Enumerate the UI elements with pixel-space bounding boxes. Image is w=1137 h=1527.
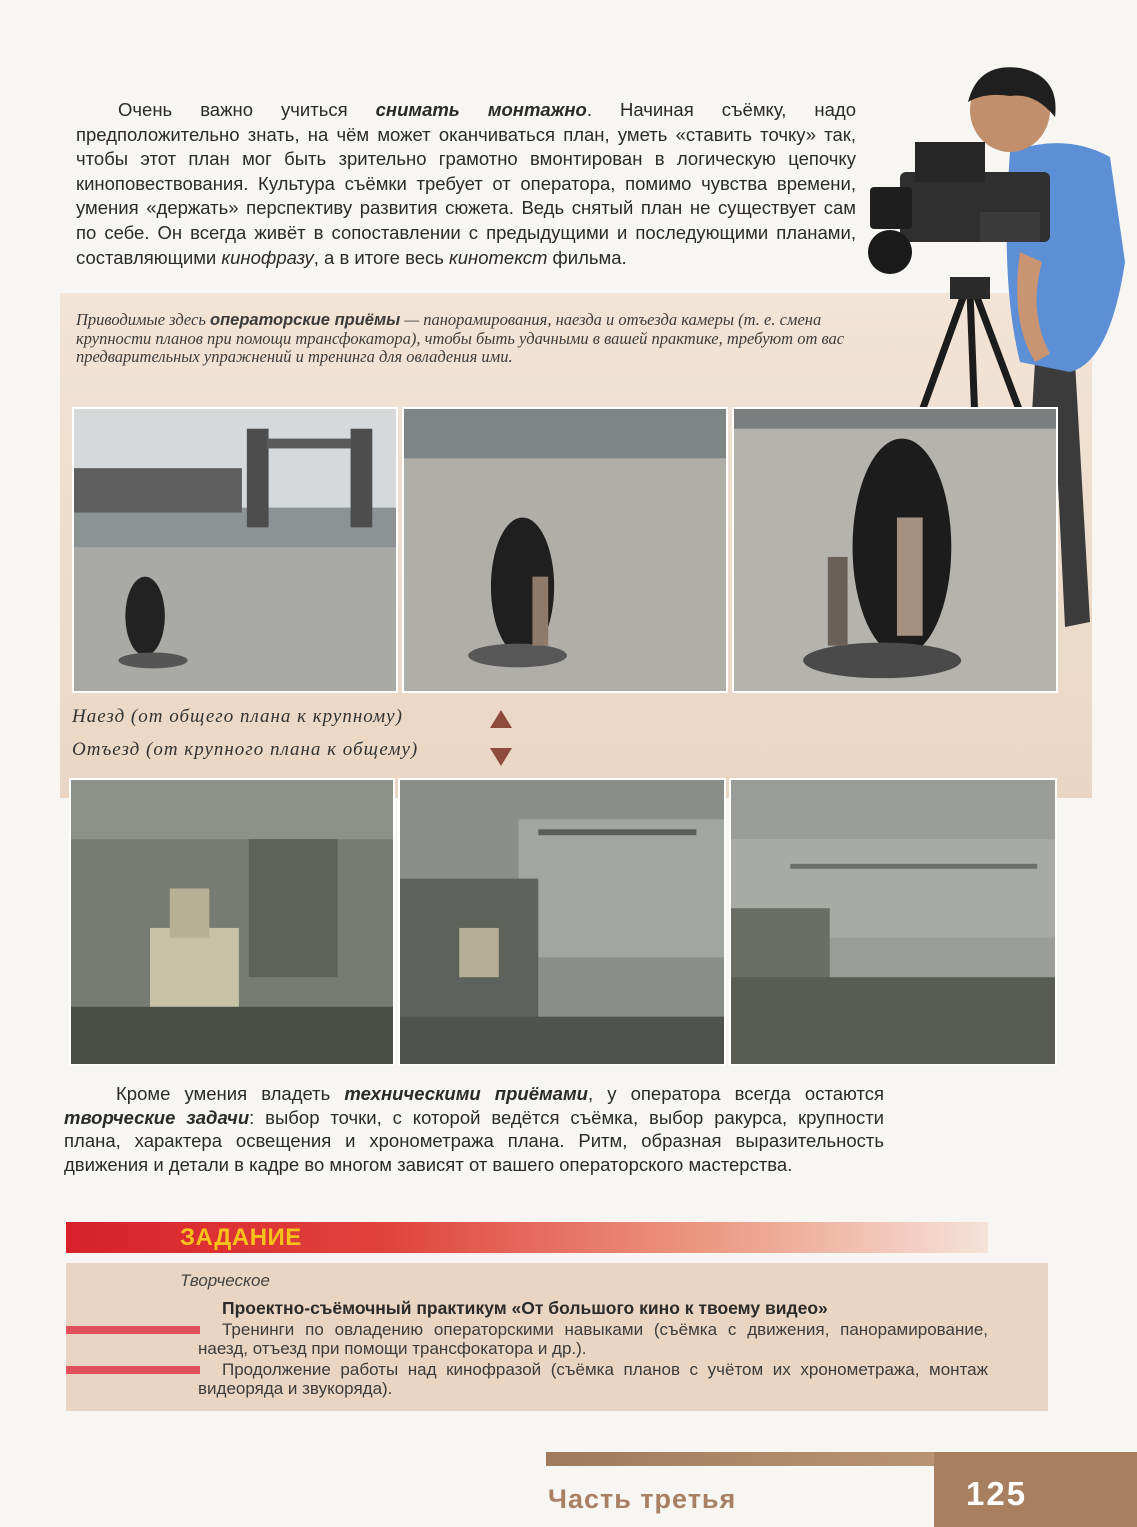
para2-text: , у оператора всегда остаются: [587, 1083, 885, 1104]
task-item-2: Продолжение работы над кинофразой (съёмка планов с учётом их хронометража, монтаж видеоряда и звукоряда).: [198, 1360, 988, 1398]
task-item-1: Тренинги по овладению операторскими навыками (съёмка с движения, панорамирование, наезд, отъезд при помощи трансфокатора и др.).: [198, 1320, 988, 1358]
band-note-text: Приводимые здесь: [76, 310, 210, 329]
para2-emphasis: техническими приёмами: [344, 1083, 588, 1104]
photo-zoom-3: [732, 407, 1058, 693]
intro-term-kinofraza: кинофразу: [221, 246, 314, 268]
page-number: 125: [966, 1475, 1028, 1512]
photo-zoomout-2: [398, 778, 726, 1066]
footer-rule: [546, 1452, 936, 1466]
task-item-marker: [66, 1366, 200, 1374]
page-number-box: [934, 1452, 1137, 1527]
intro-emphasis: снимать монтажно: [375, 99, 587, 120]
intro-paragraph: [76, 98, 856, 270]
triangle-down-icon: [490, 748, 512, 766]
task-item-marker: [66, 1326, 200, 1334]
band-note: [76, 311, 886, 367]
triangle-up-icon: [490, 710, 512, 728]
caption-zoom-in: Наезд (от общего плана к крупному): [72, 706, 403, 727]
photo-zoom-1: [72, 407, 398, 693]
photo-zoom-2: [402, 407, 728, 693]
task-heading: Проектно-съёмочный практикум «От большого кино к твоему видео»: [222, 1298, 828, 1318]
task-title: ЗАДАНИЕ: [180, 1224, 302, 1251]
para2-text: : выбор точки, с которой ведётся съёмка, выбор ракурса, крупности плана, характера освещения и хронометража плана. Ритм, образная выразительность движения и детали в кадре во многом зависят от вашего операторского мастерства.: [64, 1106, 885, 1175]
intro-text: , а в итоге весь: [313, 246, 450, 268]
intro-text: Очень важно учиться: [118, 99, 376, 120]
photo-zoomout-1: [69, 778, 395, 1066]
intro-text: фильма.: [547, 246, 627, 268]
para2-emphasis: творческие задачи: [64, 1106, 250, 1128]
intro-term-kinotekst: кинотекст: [449, 246, 548, 268]
creative-tasks-paragraph: [64, 1082, 884, 1176]
footer-part-label: Часть третья: [548, 1484, 737, 1514]
caption-zoom-out: Отъезд (от крупного плана к общему): [72, 739, 419, 760]
para2-text: Кроме умения владеть: [116, 1083, 345, 1104]
photo-zoomout-3: [729, 778, 1057, 1066]
task-kind: Творческое: [180, 1271, 270, 1290]
intro-text: . Начиная съёмку, надо предположительно знать, на чём может оканчиваться план, уметь «ставить точку» так, чтобы этот план мог быть зрительно грамотно вмонтирован в логическую цепочку киноповествования. Культура съёмки требует от оператора, помимо чувства времени, умения «держать» перспективу развития сюжета. Ведь снятый план не существует сам по себе. Он всегда живёт в сопоставлении с предыдущими и последующими планами, составляющими: [76, 99, 856, 268]
band-note-text: — панорамирования, наезда и отъезда камеры (т. е. смена крупности планов при помощи трансфокатора), чтобы быть удачными в вашей практике, требуют от вас предварительных упражнений и тренинга для овладения ими.: [76, 310, 845, 366]
band-note-emphasis: операторские приёмы: [209, 311, 401, 329]
